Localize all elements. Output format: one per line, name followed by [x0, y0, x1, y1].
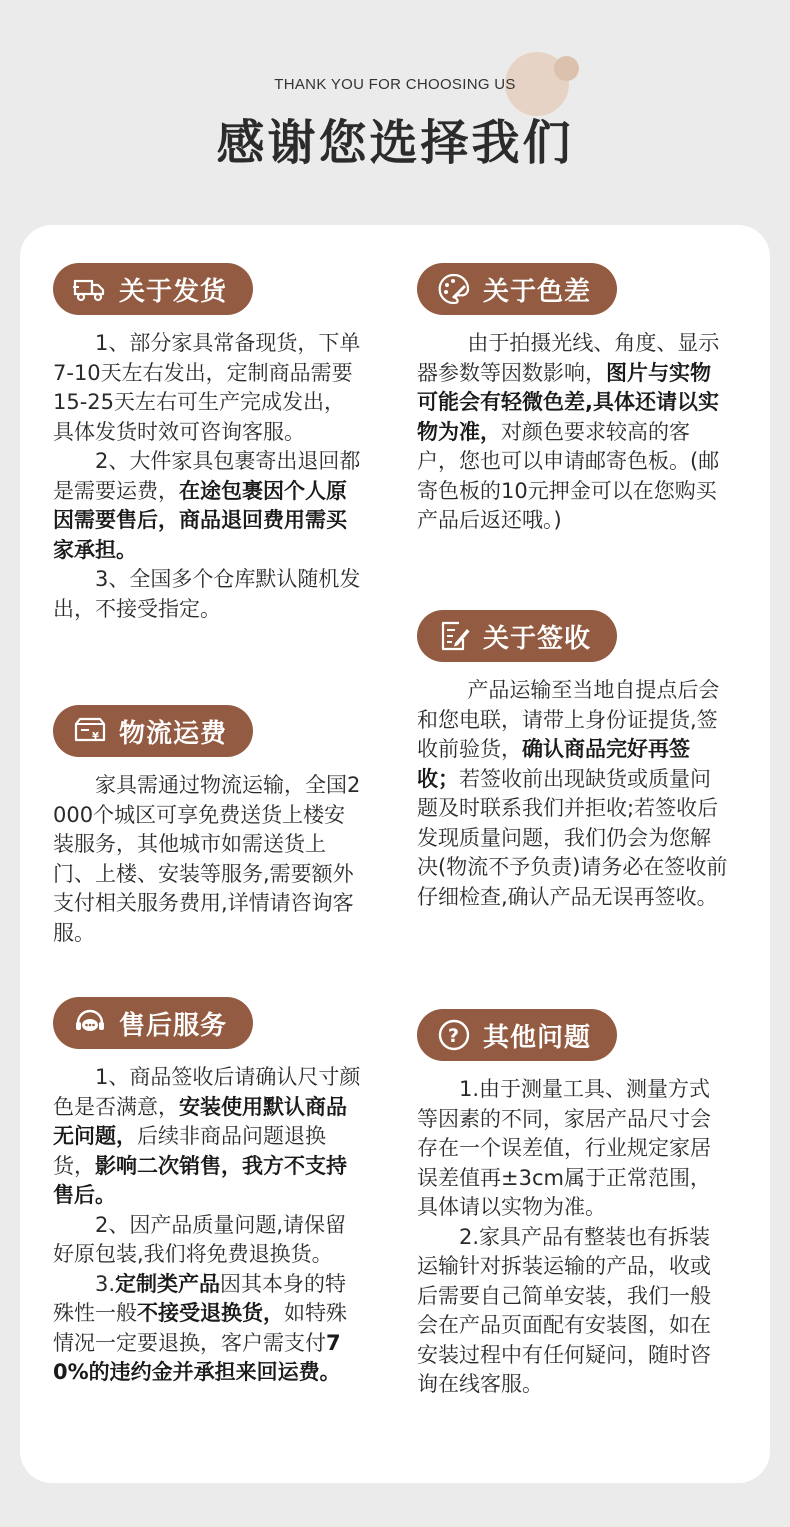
shipping-paragraph-2: [53, 447, 365, 565]
section-after-sales-header: [53, 997, 253, 1049]
after-sales-p3-text-1: 因其本身的特殊性一般: [53, 1271, 347, 1325]
svg-text:¥: ¥: [92, 731, 100, 742]
truck-icon: [73, 272, 107, 306]
sign-document-icon: [437, 619, 471, 653]
section-after-sales-body: [53, 1063, 365, 1388]
section-logistics-title: 物流运费: [119, 718, 228, 749]
color-diff-p1-text: 由于拍摄光线、角度、显示器参数等因数影响，: [417, 331, 720, 385]
after-sales-paragraph-3: [53, 1270, 365, 1388]
logistics-paragraph-1: 家具需通过物流运输，全国2000个城区可享免费送货上楼安装服务，其他城市如需送货上门、上楼、安装等服务,需要额外支付相关服务费用,详情请咨询客服。: [53, 773, 361, 945]
after-sales-p1-text-2: 后续非商品问题退换货，: [53, 1124, 326, 1178]
after-sales-paragraph-1: [53, 1063, 365, 1211]
section-color-diff-body: [417, 329, 729, 536]
after-sales-p3-bold-3: 70%的违约金并承担来回运费。: [53, 1330, 341, 1384]
section-logistics-body: [53, 771, 365, 948]
shipping-p2-text: 2、大件家具包裹寄出退回都是需要运费，: [53, 449, 361, 503]
section-other-title: 其他问题: [483, 1022, 592, 1053]
other-paragraph-2: 2.家具产品有整装也有拆装运输针对拆装运输的产品，收或后需要自己简单安装，我们一般会在产品页面配有安装图，如在安装过程中有任何疑问，随时咨询在线客服。: [417, 1224, 711, 1396]
after-sales-p3-bold-1: 定制类产品: [115, 1271, 221, 1296]
section-color-diff: [417, 263, 729, 536]
after-sales-p3-bold-2: 不接受退换货，: [137, 1301, 284, 1325]
after-sales-p1-bold-2: 影响二次销售，我方不支持售后。: [53, 1153, 347, 1207]
question-icon: [437, 1018, 471, 1052]
section-shipping: [53, 263, 365, 624]
receipt-p1-text: 产品运输至当地自提点后会和您电联，请带上身份证提货,签收前验货，: [417, 678, 720, 761]
page-subtitle: THANK YOU FOR CHOOSING US: [274, 76, 516, 93]
info-card: [20, 225, 770, 1483]
section-receipt-header: [417, 610, 617, 662]
section-receipt-body: [417, 676, 729, 912]
section-logistics-header: [53, 705, 253, 757]
section-other-body: [417, 1075, 729, 1400]
receipt-paragraph-1: [417, 676, 729, 912]
after-sales-paragraph-2: 2、因产品质量问题,请保留好原包装,我们将免费退换货。: [53, 1212, 347, 1266]
shipping-paragraph-1: 1、部分家具常备现货，下单7-10天左右发出，定制商品需要15-25天左右可生产完成发出，具体发货时效可咨询客服。: [53, 331, 361, 444]
after-sales-p3-num: 3.: [95, 1271, 116, 1296]
color-diff-paragraph-1: [417, 329, 729, 536]
section-receipt-title: 关于签收: [483, 623, 592, 654]
color-diff-p1-text-2: 对颜色要求较高的客户，您也可以申请邮寄色板。(邮寄色板的10元押金可以在您购买产品后返还哦。): [417, 419, 720, 532]
section-other: [417, 1009, 729, 1400]
section-shipping-header: [53, 263, 253, 315]
svg-text:?: ?: [447, 1025, 461, 1047]
section-color-diff-title: 关于色差: [483, 276, 592, 307]
palette-icon: [437, 272, 471, 306]
section-logistics: [53, 705, 365, 948]
section-receipt: [417, 610, 729, 912]
page-title: 感谢您选择我们: [216, 115, 574, 171]
headset-chat-icon: [73, 1006, 107, 1040]
section-after-sales: [53, 997, 365, 1388]
after-sales-p1-text: 1、商品签收后请确认尺寸颜色是否满意，: [53, 1065, 361, 1119]
shipping-p2-bold: 在途包裹因个人原因需要售后，商品退回费用需买家承担。: [53, 478, 347, 562]
after-sales-p1-bold-1: 安装使用默认商品无问题，: [53, 1094, 347, 1148]
section-color-diff-header: [417, 263, 617, 315]
receipt-p1-text-2: 若签收前出现缺货或质量问题及时联系我们并拒收;若签收后发现质量问题，我们仍会为您解决(物流不予负责)请务必在签收前仔细检查,确认产品无误再签收。: [417, 766, 728, 909]
after-sales-p3-text-2: 如特殊情况一定要退换，客户需支付: [53, 1301, 347, 1355]
color-diff-p1-bold: 图片与实物可能会有轻微色差,具体还请以实物为准，: [417, 360, 719, 444]
section-after-sales-title: 售后服务: [119, 1010, 228, 1041]
section-shipping-title: 关于发货: [119, 276, 228, 307]
receipt-p1-bold: 确认商品完好再签收；: [417, 737, 690, 791]
section-shipping-body: [53, 329, 365, 624]
other-paragraph-1: 1.由于测量工具、测量方式等因素的不同，家居产品尺寸会存在一个误差值，行业规定家居误差值再±3cm属于正常范围，具体请以实物为准。: [417, 1077, 711, 1219]
section-other-header: [417, 1009, 617, 1061]
shipping-paragraph-3: 3、全国多个仓库默认随机发出，不接受指定。: [53, 567, 361, 621]
delivery-fee-icon: [73, 714, 107, 748]
